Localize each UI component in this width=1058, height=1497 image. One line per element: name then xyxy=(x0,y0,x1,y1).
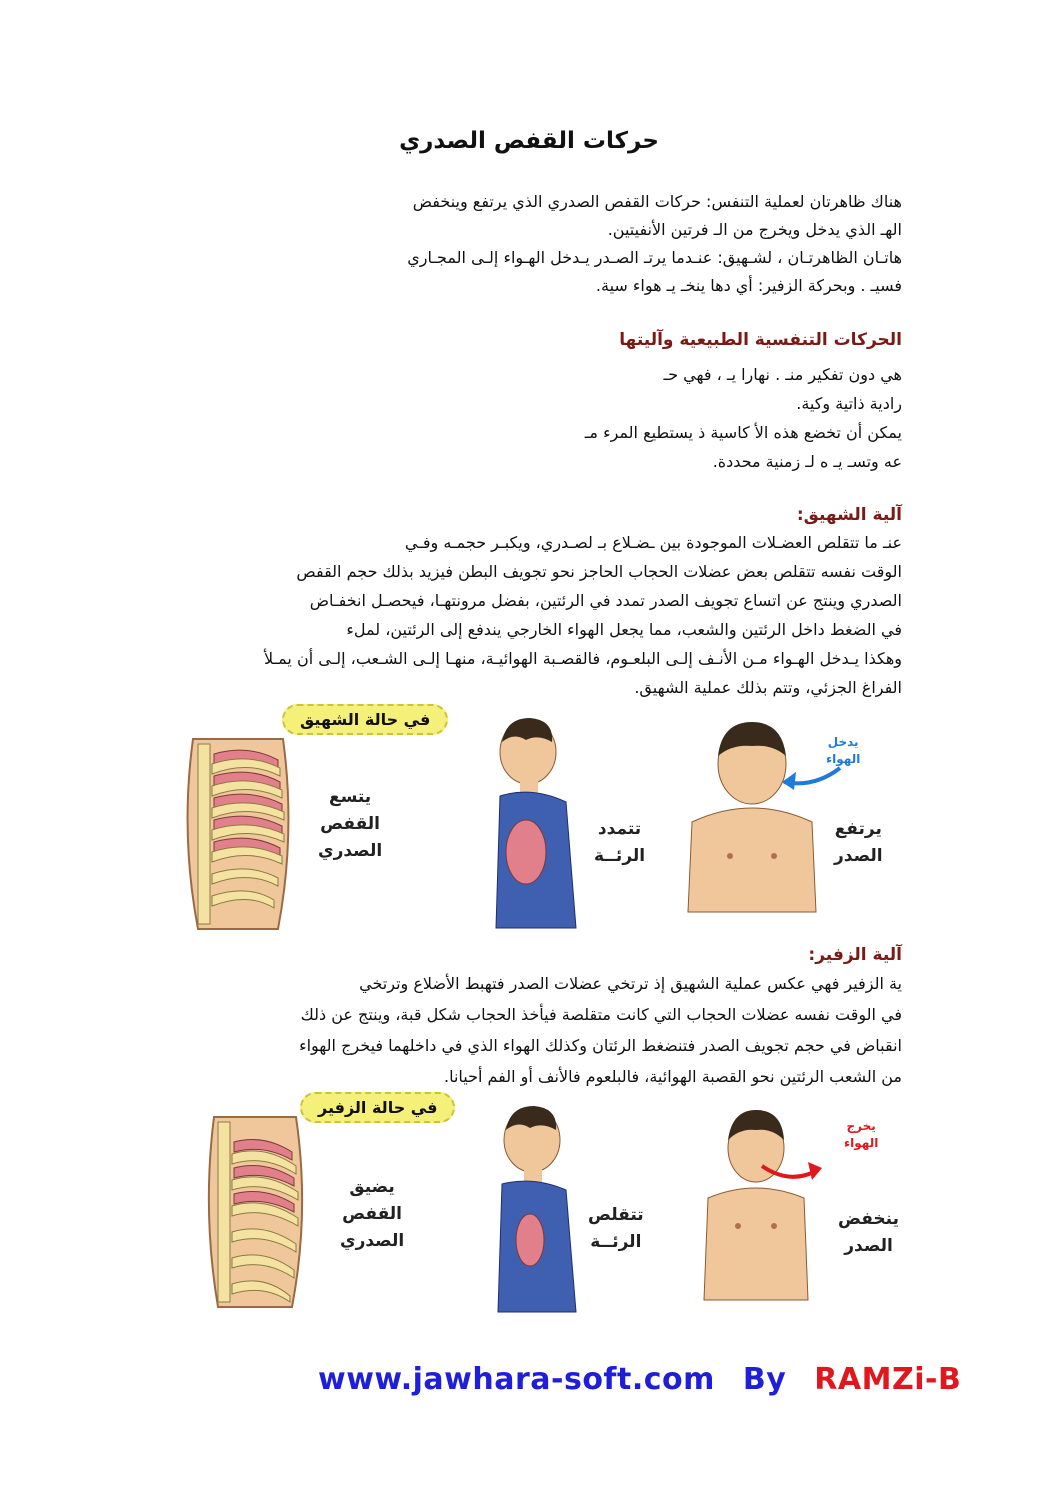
label-line: الصدر xyxy=(834,846,883,866)
text-line: رادية ذاتية وكية. xyxy=(796,394,902,413)
label-line: ينخفض xyxy=(838,1209,900,1229)
boy-side-view-illustration xyxy=(486,712,586,930)
label-line: الهواء xyxy=(844,1136,879,1150)
section-heading-inspiration: آلية الشهيق: xyxy=(796,505,902,525)
inspiration-paragraph xyxy=(150,528,902,702)
label-line: الصدر xyxy=(844,1236,893,1256)
page-title: حركات القفص الصدري xyxy=(399,128,659,154)
natural-paragraph xyxy=(150,360,902,476)
label-line: تتقلص xyxy=(588,1205,644,1225)
cage-label xyxy=(318,784,382,865)
intro-paragraph xyxy=(150,188,902,300)
footer-credit xyxy=(318,1362,961,1397)
lungs-label xyxy=(588,1202,644,1256)
label-line: القفص xyxy=(320,814,381,834)
section-heading-natural: الحركات التنفسية الطبيعية وآليتها xyxy=(619,330,902,350)
air-out-label xyxy=(844,1118,878,1152)
label-line: الرئــة xyxy=(594,846,646,866)
footer-author: RAMZi-B xyxy=(814,1362,962,1397)
label-line: تتمدد xyxy=(597,819,642,839)
boy-front-view-illustration xyxy=(700,1102,820,1302)
chest-label xyxy=(834,816,883,870)
text-line: عه وتسـ يـ ه لـ زمنية محددة. xyxy=(712,452,902,471)
rib-cage-illustration xyxy=(178,734,298,934)
text-line: في الوقت نفسه عضلات الحجاب التي كانت متقلصة فيأخذ الحجاب شكل قبة، وينتج عن ذلك xyxy=(300,1005,902,1024)
text-line: هي دون تفكير منـ . نهارا يـ ، فهي حـ xyxy=(663,365,902,384)
label-line: يرتفع xyxy=(834,819,882,839)
label-line: الصدري xyxy=(318,841,383,861)
inspiration-figure xyxy=(170,700,910,932)
label-line: القفص xyxy=(342,1204,403,1224)
text-line: الفراغ الجزئي، وتتم بذلك عملية الشهيق. xyxy=(634,678,902,697)
text-line: في الضغط داخل الرئتين والشعب، مما يجعل الهواء الخارجي يندفع إلى الرئتين، لملء xyxy=(346,620,902,639)
label-line: الصدري xyxy=(340,1231,405,1251)
text-line: الهـ الذي يدخل ويخرج من الـ فرتين الأنفيتين. xyxy=(607,220,902,239)
label-line: يخرج xyxy=(846,1119,876,1133)
label-line: الرئــة xyxy=(590,1232,642,1252)
chest-label xyxy=(838,1206,899,1260)
text-line: هاتـان الظاهرتـان ، لشـهيق: عنـدما يرتـ الصـدر يـدخل الهـواء إلـى المجـاري xyxy=(407,248,902,267)
section-heading-expiration: آلية الزفير: xyxy=(808,945,902,965)
text-line: انقباض في حجم تجويف الصدر فتنضغط الرئتان وكذلك الهواء الذي في داخلهما فيخرج الهواء xyxy=(299,1036,902,1055)
label-line: الهواء xyxy=(826,752,861,766)
text-line: من الشعب الرئتين نحو القصبة الهوائية، فالبلعوم فالأنف أو الفم أحيانا. xyxy=(443,1067,902,1086)
cage-label xyxy=(340,1174,404,1255)
rib-cage-illustration xyxy=(200,1112,314,1312)
footer-site-link[interactable]: www.jawhara-soft.com xyxy=(318,1362,715,1397)
air-out-arrow-icon xyxy=(758,1152,828,1188)
lungs-label xyxy=(594,816,645,870)
boy-front-view-illustration xyxy=(682,716,832,916)
label-line: يدخل xyxy=(827,735,859,749)
text-line: الوقت نفسه تتقلص بعض عضلات الحجاب الحاجز نحو تجويف البطن فيزيد بذلك حجم القفص xyxy=(296,562,902,581)
text-line: عنـ ما تتقلص العضـلات الموجودة بين ـضـلاع بـ لصـدري، ويكبـر حجمـه وفـي xyxy=(404,533,902,552)
text-line: الصدري وينتج عن اتساع تجويف الصدر تمدد في الرئتين، بفضل مرونتهـا، فيحصـل انخفـاض xyxy=(309,591,902,610)
label-line: يتسع xyxy=(328,787,372,807)
expiration-paragraph xyxy=(150,968,902,1092)
footer-by: By xyxy=(742,1362,787,1397)
text-line: فسيـ . وبحركة الزفير: أي دها ينخـ يـ هواء سية. xyxy=(595,276,902,295)
text-line: هناك ظاهرتان لعملية التنفس: حركات القفص الصدري الذي يرتفع وينخفض xyxy=(412,192,902,211)
text-line: يمكن أن تخضع هذه الأ كاسية ذ يستطيع المرء مـ xyxy=(584,423,902,442)
text-line: ية الزفير فهي عكس عملية الشهيق إذ ترتخي عضلات الصدر فتهبط الأضلاع وترتخي xyxy=(359,974,902,993)
expiration-figure xyxy=(170,1088,910,1314)
label-line: يضيق xyxy=(349,1177,395,1197)
text-line: وهكذا يـدخل الهـواء مـن الأنـف إلـى البلعـوم، فالقصـبة الهوائيـة، منهـا إلـى الشـعب، إلـى أن يمـلأ xyxy=(263,649,902,668)
boy-side-view-illustration xyxy=(488,1100,584,1314)
air-in-label xyxy=(826,734,860,768)
expiration-badge: في حالة الزفير xyxy=(300,1092,455,1123)
inspiration-badge: في حالة الشهيق xyxy=(282,704,448,735)
